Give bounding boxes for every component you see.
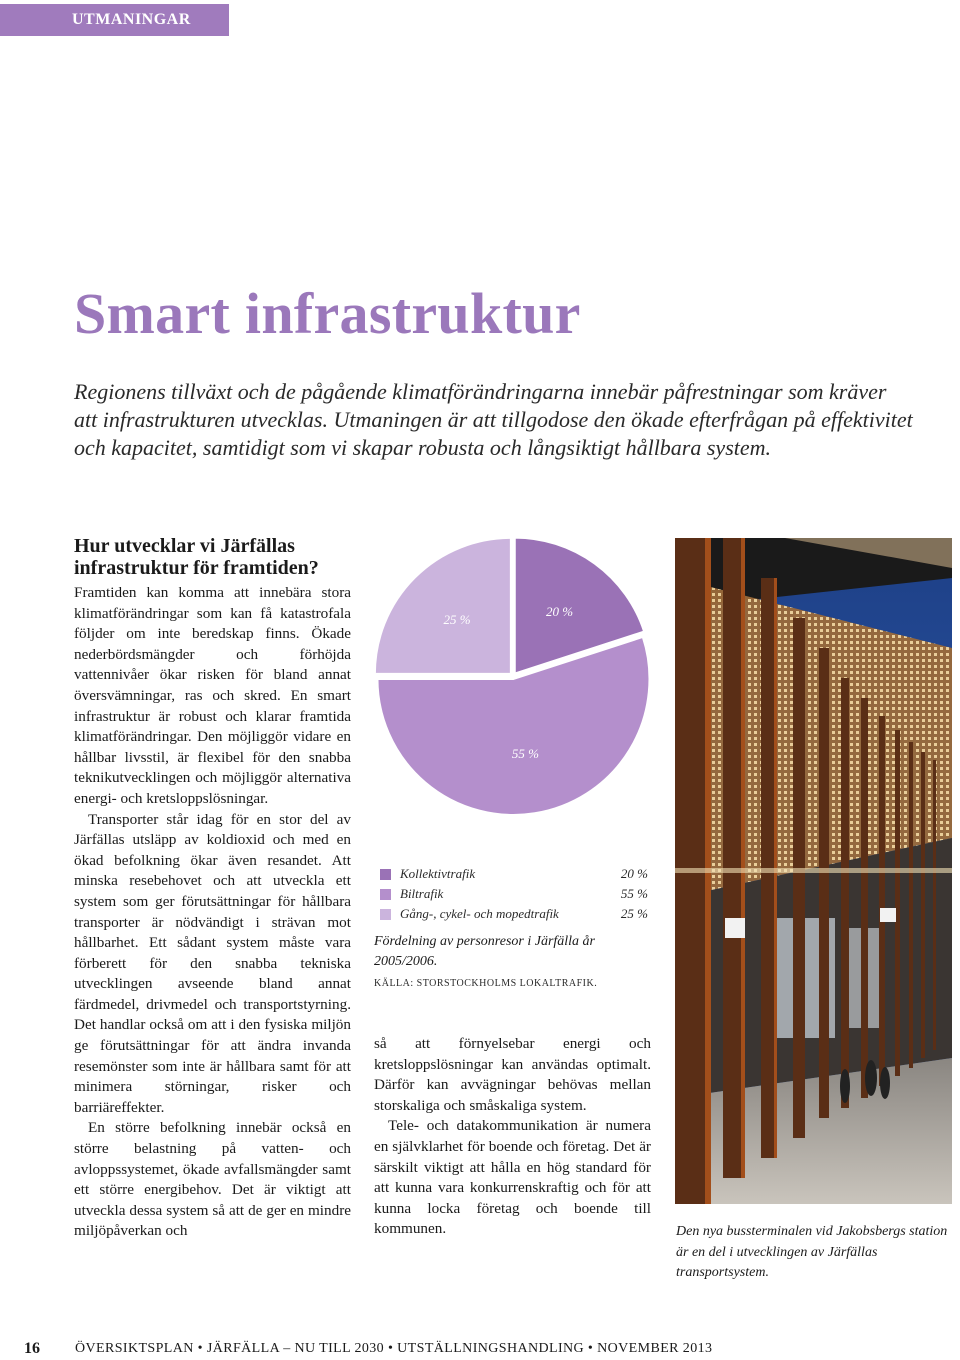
legend-swatch xyxy=(380,869,391,880)
legend-value: 55 % xyxy=(620,886,648,901)
photo-caption: Den nya bussterminalen vid Jakobsbergs station är en del i utvecklingen av Järfällas transportsystem. xyxy=(676,1224,948,1280)
legend-label: Kollektivtrafik xyxy=(400,866,476,881)
legend-item xyxy=(380,864,648,884)
section-heading: Hur utvecklar vi Järfällas infrastruktur för framtiden? xyxy=(74,535,319,579)
body-paragraph: Transporter står idag för en stor del av Järfällas utsläpp av koldioxid och med en ökad befolkning ökar även resandet. Att minska resebehovet och att utveckla ett system som ger förutsättningar för hållbara transporter är nödvändigt i strävan mot hållbarhet. Ett sådant system måste vara förberett för den snabba tekniska utvecklingen avseende bland annat färdmedel, drivmedel och transportstyrning. Det handlar också om att i den fysiska miljön ge förutsättningar för att ändra invanda resemönster som inte är hållbara samt för att minimera störningar, risker och barriäreffekter. xyxy=(74,810,351,1116)
pie-chart-svg xyxy=(372,535,654,817)
chart-source: KÄLLA: STORSTOCKHOLMS LOKALTRAFIK. xyxy=(374,978,598,989)
pie-value-label: 55 % xyxy=(511,746,539,762)
pie-chart xyxy=(372,535,654,817)
legend-value: 25 % xyxy=(620,906,648,921)
legend-label: Biltrafik xyxy=(400,886,444,901)
pie-slice-gång-cykel-och-mopedtrafik xyxy=(375,538,511,674)
pie-value-label: 25 % xyxy=(443,612,471,628)
legend-label: Gång-, cykel- och mopedtrafik xyxy=(400,906,559,921)
body-paragraph: Framtiden kan komma att innebära stora klimatförändringar som kan få katastrofala följder om inte beredskap finns. Ökade nederbördsmängder och förhöjda vattennivåer ökar risken för bland annat översvämningar, ras och skred. En smart infrastruktur är robust och klarar framtida klimatförändringar. Den möjliggör vidare en hållbar livsstil, är flexibel för den snabba teknikutvecklingen och möjliggör alternativa energi- och kretsloppslösningar. xyxy=(74,584,351,807)
legend-swatch xyxy=(380,909,391,920)
legend-value: 20 % xyxy=(620,866,648,881)
legend-item xyxy=(380,884,648,904)
bus-terminal-illustration xyxy=(675,538,952,1204)
bus-terminal-photo xyxy=(675,538,952,1204)
body-paragraph: En större befolkning innebär också en större belastning på vatten- och avloppssystemet, ökade avfallsmängder samt ett större energibehov. Det är viktigt att utveckla dessa system så att de ger en mindre miljöpåverkan och xyxy=(74,1119,351,1240)
middle-column xyxy=(374,1034,651,1240)
page-number: 16 xyxy=(24,1340,40,1357)
footer-text: ÖVERSIKTSPLAN • JÄRFÄLLA – NU TILL 2030 • UTSTÄLLNINGSHANDLING • NOVEMBER 2013 xyxy=(75,1341,713,1356)
body-paragraph: Tele- och datakommunikation är numera en självklarhet för boende och företag. Det är särskilt viktigt att hålla en hög standard för att kunna vara konkurrenskraftig och för att kunna locka företag och boende till kommunen. xyxy=(374,1117,651,1238)
body-paragraph: så att förnyelsebar energi och kretsloppslösningar kan användas optimalt. Därför kan avvägningar behövas mellan storskaliga och småskaliga system. xyxy=(374,1035,651,1114)
legend-swatch xyxy=(380,889,391,900)
chart-caption: Fördelning av personresor i Järfälla år 2005/2006. xyxy=(374,934,596,969)
section-tab: UTMANINGAR xyxy=(0,4,229,36)
lead-paragraph: Regionens tillväxt och de pågående klimatförändringarna innebär påfrestningar som kräver att infrastrukturen utvecklas. Utmaningen är att tillgodose den ökade efterfrågan på effektivitet och kapacitet, samtidigt som vi skapar robusta och långsiktigt hållbara system. xyxy=(74,379,913,460)
chart-legend xyxy=(380,864,648,924)
page-title: Smart infrastruktur xyxy=(74,281,581,346)
left-column xyxy=(74,535,351,1242)
pie-value-label: 20 % xyxy=(545,603,574,619)
legend-item xyxy=(380,904,648,924)
